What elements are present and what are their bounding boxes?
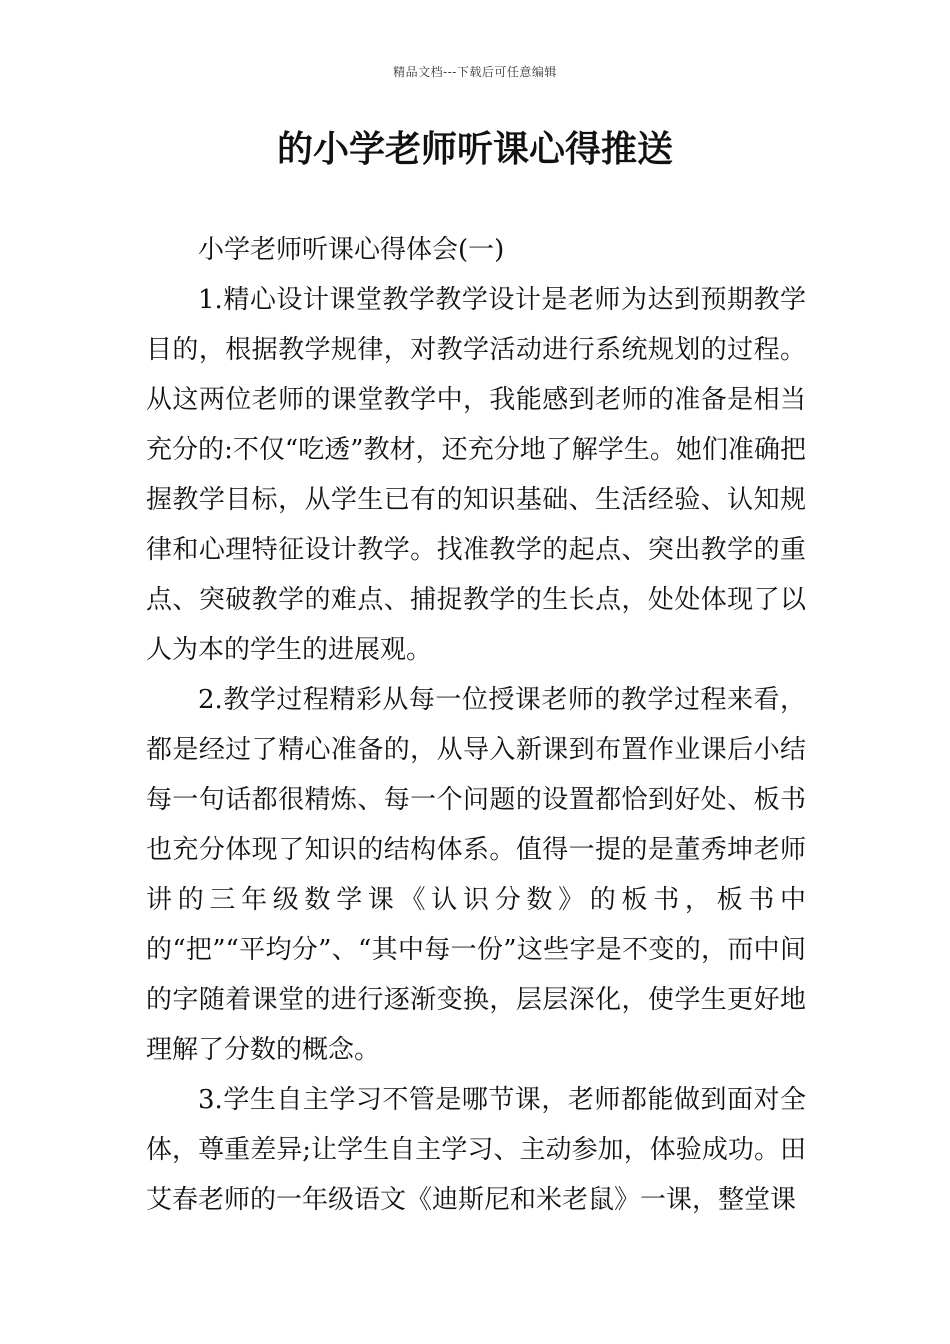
paragraph-2: 2.教学过程精彩从每一位授课老师的教学过程来看，都是经过了精心准备的，从导入新课到布置作业课后小结每一句话都很精炼、每一个问题的设置都恰到好处、板书也充分体现了知识的结构体系。值得一提的是董秀坤老师讲的三年级数学课《认识分数》的板书，板书中的“把”“平均分”、“其中每一份”这些字是不变的，而中间的字随着课堂的进行逐渐变换，层层深化，使学生更好地理解了分数的概念。 <box>146 685 806 1065</box>
header-note: 精品文档---下载后可任意编辑 <box>393 65 557 79</box>
paragraph-3: 3.学生自主学习不管是哪节课，老师都能做到面对全体，尊重差异;让学生自主学习、主动参加，体验成功。田艾春老师的一年级语文《迪斯尼和米老鼠》一课，整堂课 <box>146 1085 806 1215</box>
document-title: 的小学老师听课心得推送 <box>276 129 673 170</box>
paragraph-subtitle: 小学老师听课心得体会(一) <box>198 235 505 265</box>
document-body <box>146 225 806 1225</box>
paragraph-1: 1.精心设计课堂教学教学设计是老师为达到预期教学目的，根据教学规律，对教学活动进行系统规划的过程。从这两位老师的课堂教学中，我能感到老师的准备是相当充分的:不仅“吃透”教材，还充分地了解学生。她们准确把握教学目标，从学生已有的知识基础、生活经验、认知规律和心理特征设计教学。找准教学的起点、突出教学的重点、突破教学的难点、捕捉教学的生长点，处处体现了以人为本的学生的进展观。 <box>146 285 806 665</box>
